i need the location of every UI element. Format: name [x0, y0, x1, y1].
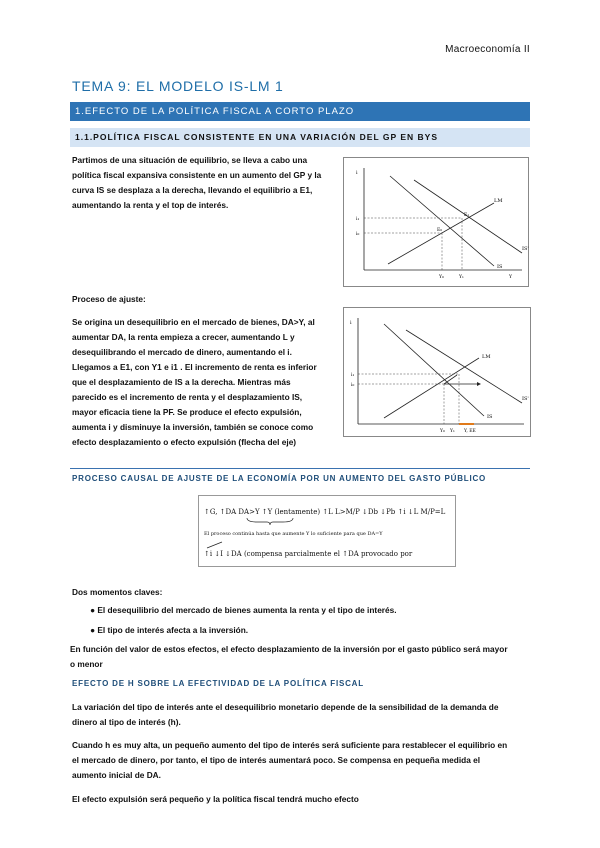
- section-heading-1: 1.EFECTO DE LA POLÍTICA FISCAL A CORTO PLAZO: [70, 102, 530, 121]
- adjust-line: mayor eficacia tiene la PF. Se produce el efecto expulsión,: [72, 407, 302, 417]
- fig1-i1-label: i₁: [356, 217, 360, 222]
- fig2-shift-arrowhead: [477, 382, 481, 386]
- section-heading-3: PROCESO CAUSAL DE AJUSTE DE LA ECONOMÍA POR UN AUMENTO DEL GASTO PÚBLICO: [72, 474, 487, 483]
- fig1-y0-label: Y₀: [439, 275, 444, 280]
- fig2-i1-label: i₁: [351, 373, 355, 378]
- causal-scheme-image: [198, 495, 456, 567]
- adjust-line: aumenta i y disminuye la inversión, también se conoce como: [72, 422, 314, 432]
- function-paragraph: [70, 642, 508, 672]
- adjust-line: Se origina un desequilibrio en el mercado de bienes, DA>Y, al: [72, 317, 315, 327]
- fig1-is-label: IS: [497, 264, 503, 270]
- h-line: La variación del tipo de interés ante el desequilibrio monetario depende de la sensibilidad de la demanda de: [72, 702, 499, 712]
- bullet-item-1: ● El desequilibrio del mercado de bienes aumenta la renta y el tipo de interés.: [90, 605, 397, 615]
- fig2-y0-label: Y₀: [440, 429, 445, 434]
- is-lm-figure-1: [343, 157, 529, 287]
- high-h-paragraph: [72, 738, 507, 783]
- is-lm-figure-2: [343, 307, 531, 437]
- fig2-is-shifted-curve: [406, 330, 522, 403]
- high-h-line: aumento inicial de DA.: [72, 770, 161, 780]
- section-heading-4: EFECTO DE H SOBRE LA EFECTIVIDAD DE LA POLÍTICA FISCAL: [72, 679, 364, 688]
- function-line: En función del valor de estos efectos, el efecto desplazamiento de la inversión por el gasto público será mayor: [70, 644, 508, 654]
- scheme-line-3: ↑i ↓I ↓DA (compensa parcialmente el ↑DA provocado por: [204, 550, 413, 558]
- fig1-is2-label: IS': [522, 246, 529, 252]
- adjust-line: desequilibrando el mercado de dinero, aumentando el i.: [72, 347, 292, 357]
- fig1-i-label: i: [356, 170, 358, 176]
- adjust-line: efecto desplazamiento o efecto expulsión (flecha del eje): [72, 437, 297, 447]
- fig1-lm-label: LM: [494, 198, 503, 204]
- high-h-line: Cuando h es muy alta, un pequeño aumento del tipo de interés será suficiente para restablecer el equilibrio en: [72, 740, 508, 750]
- adjust-line: que el desplazamiento de IS a la derecha. Mientras más: [72, 377, 291, 387]
- intro-line: aumentando la renta y el top de interés.: [72, 200, 229, 210]
- h-line: dinero al tipo de interés (h).: [72, 717, 181, 727]
- adjust-line: parecido es el incremento de renta y el desplazamiento IS,: [72, 392, 303, 402]
- final-line: El efecto expulsión será pequeño y la política fiscal tendrá mucho efecto: [72, 794, 359, 804]
- fig2-y1-label: Y₁: [450, 429, 455, 434]
- page-title: TEMA 9: EL MODELO IS-LM 1: [72, 78, 284, 94]
- moments-title: Dos momentos claves:: [72, 587, 163, 597]
- fig1-y-label: Y: [509, 275, 512, 280]
- adjust-line: Llegamos a E1, con Y1 e i1 . El incremento de renta es inferior: [72, 362, 317, 372]
- fig1-i0-label: i₀: [356, 232, 360, 237]
- intro-paragraph: [72, 153, 321, 213]
- fig1-e1-label: E₁: [464, 213, 470, 218]
- scheme-line-1: ↑G, ↑DA DA>Y ↑Y (lentamente) ↑L L>M/P ↓Db ↓Pb ↑i ↓L M/P=L: [204, 508, 446, 516]
- fig2-lm-label: LM: [482, 354, 491, 360]
- fig2-i-label: i: [350, 320, 352, 326]
- intro-line: curva IS se desplaza a la derecha, llevando el equilibrio a E1,: [72, 185, 313, 195]
- course-header: Macroeconomía II: [445, 44, 530, 55]
- fig1-e0-label: E₀: [437, 228, 443, 233]
- subsection-heading: 1.1.POLÍTICA FISCAL CONSISTENTE EN UNA VARIACIÓN DEL GP EN BYS: [70, 128, 530, 147]
- intro-line: Partimos de una situación de equilibrio, se lleva a cabo una: [72, 155, 308, 165]
- adjust-title: Proceso de ajuste:: [72, 294, 146, 304]
- bullet-item-2: ● El tipo de interés afecta a la inversión.: [90, 625, 249, 635]
- fig2-is2-label: IS': [522, 396, 529, 402]
- scheme-brace: [245, 516, 295, 526]
- fig1-lm-curve: [388, 203, 494, 264]
- h-paragraph: [72, 700, 498, 730]
- bullet-text: El tipo de interés afecta a la inversión.: [97, 625, 249, 635]
- adjust-paragraph: [72, 315, 317, 450]
- function-line: o menor: [70, 659, 103, 669]
- fig1-y1-label: Y₁: [459, 275, 464, 280]
- fig2-is-label: IS: [487, 414, 493, 420]
- scheme-arrow: [204, 540, 224, 550]
- intro-line: política fiscal expansiva consistente en un aumento del GP y la: [72, 170, 322, 180]
- high-h-line: el mercado de dinero, por tanto, el tipo de interés aumentará poco. Se compensa en pequeña medida el: [72, 755, 481, 765]
- scheme-line-2: El proceso continúa hasta que aumente Y lo suficiente para que DA=Y: [204, 531, 383, 537]
- fig2-i0-label: i₀: [351, 383, 355, 388]
- section-divider: [70, 468, 530, 469]
- bullet-text: El desequilibrio del mercado de bienes aumenta la renta y el tipo de interés.: [97, 605, 397, 615]
- fig2-yee-label: Y, EE: [464, 429, 476, 434]
- adjust-line: aumentar DA, la renta empieza a crecer, aumentando L y: [72, 332, 295, 342]
